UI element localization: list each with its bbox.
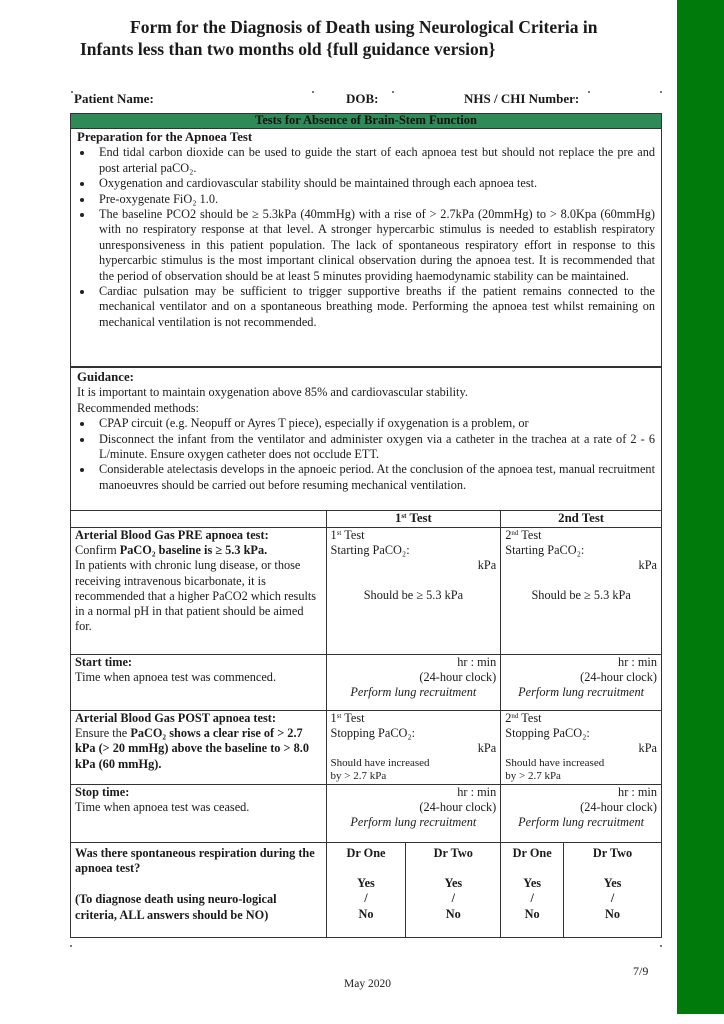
preparation-list xyxy=(71,145,661,330)
option-separator: / xyxy=(364,891,368,906)
section-header: Tests for Absence of Brain-Stem Function xyxy=(70,113,662,129)
start-time-title: Start time: xyxy=(75,655,133,669)
guidance-list xyxy=(71,416,661,493)
test1-dr-one-answer[interactable] xyxy=(326,843,406,938)
guidance-title: Guidance: xyxy=(77,370,134,384)
no-option[interactable]: No xyxy=(445,906,461,921)
post-abg-test1-input[interactable] xyxy=(326,711,501,785)
test1-label: 1st Test xyxy=(330,528,365,542)
header-first-test: 1st Test xyxy=(326,511,501,528)
test2-label: 2nd Test xyxy=(505,711,542,725)
option-separator: / xyxy=(530,891,534,906)
starting-paco2-label: Starting PaCO₂: xyxy=(330,543,410,558)
lung-recruitment-note: Perform lung recruitment xyxy=(350,815,477,830)
preparation-title: Preparation for the Apnoea Test xyxy=(77,130,253,144)
test2-label: 2nd Test xyxy=(505,528,542,542)
list-item: Pre-oxygenate FiO₂ 1.0. xyxy=(71,192,661,207)
hr-min-label: hr : min xyxy=(457,785,497,799)
lung-recruitment-note: Perform lung recruitment xyxy=(518,815,645,830)
hr-min-label: hr : min xyxy=(618,785,657,799)
yes-option[interactable]: Yes xyxy=(523,876,542,891)
clock-note: (24-hour clock) xyxy=(419,670,497,685)
unit-kpa: kPa xyxy=(638,741,657,756)
stopping-paco2-label: Stopping PaCO₂: xyxy=(505,726,590,741)
test1-dr-two-answer[interactable] xyxy=(406,843,501,938)
green-side-band xyxy=(677,0,724,1014)
field-dot xyxy=(588,91,590,93)
option-separator: / xyxy=(451,891,456,906)
dr-one-label: Dr One xyxy=(346,846,386,860)
yes-option[interactable]: Yes xyxy=(444,876,463,891)
page-title xyxy=(80,16,640,60)
respiration-note: (To diagnose death using neuro-logical criteria, ALL answers should be NO) xyxy=(75,892,277,922)
field-dot xyxy=(312,91,314,93)
preparation-section xyxy=(70,129,662,368)
dob-label[interactable]: DOB: xyxy=(346,91,379,106)
pre-abg-test2-input[interactable] xyxy=(501,528,662,655)
guidance-section xyxy=(70,366,662,511)
table-row-stop-time xyxy=(71,785,662,843)
list-item: The baseline PCO2 should be ≥ 5.3kPa (40mmHg) with a rise of > 2.7kPa (20mmHg) to > 8.0Kpa (60mmHg) with no respiratory response at that level. A stronger hypercarbic stimulus is needed to establish respiratory unresponsiveness in this patient population. The lack of spontaneous respiratory effort in response to this hypercarbic stimulus is the most important clinical observation during the apnoea test. It is recommended that the period of observation should be at least 5 minutes providing haemodynamic stability can be maintained. xyxy=(71,207,661,284)
test2-dr-two-answer[interactable] xyxy=(564,843,662,938)
nhs-chi-number-label[interactable]: NHS / CHI Number: xyxy=(464,91,580,106)
respiration-question xyxy=(71,843,327,938)
guidance-methods-label: Recommended methods: xyxy=(77,400,199,415)
list-item: Oxygenation and cardiovascular stability should be maintained through each apnoea test. xyxy=(71,176,661,191)
hr-min-label: hr : min xyxy=(457,655,497,669)
no-option[interactable]: No xyxy=(524,906,540,921)
increase-note-2: by > 2.7 kPa xyxy=(505,769,561,782)
start-time-test1-input[interactable] xyxy=(326,655,501,711)
list-item: CPAP circuit (e.g. Neopuff or Ayres T piece), especially if oxygenation is a problem, or xyxy=(71,416,661,431)
list-item: Cardiac pulsation may be sufficient to trigger supportive breaths if the patient remains connected to the mechanical ventilator and on a spontaneous breathing mode. Performing the apnoea test whilst remaining on mechanical ventilation is not recommended. xyxy=(71,284,661,330)
increase-note: Should have increased xyxy=(330,756,430,769)
post-abg-title: Arterial Blood Gas POST apnoea test: xyxy=(75,711,276,725)
unit-kpa: kPa xyxy=(477,741,497,756)
table-row-spontaneous-respiration xyxy=(71,843,662,938)
yes-option[interactable]: Yes xyxy=(603,876,622,891)
option-separator: / xyxy=(610,891,615,906)
stopping-paco2-label: Stopping PaCO₂: xyxy=(330,726,416,741)
title-line-1: Form for the Diagnosis of Death using Neurological Criteria in xyxy=(130,17,598,37)
patient-info-row xyxy=(72,91,662,109)
apnoea-test-table xyxy=(70,510,662,938)
field-dot xyxy=(392,91,394,93)
field-dot xyxy=(660,91,662,93)
start-time-test2-input[interactable] xyxy=(501,655,662,711)
header-second-test: 2nd Test xyxy=(501,511,662,528)
stop-time-title: Stop time: xyxy=(75,785,130,799)
threshold-note: Should be ≥ 5.3 kPa xyxy=(363,587,464,602)
clock-note: (24-hour clock) xyxy=(580,800,657,815)
pre-abg-test1-input[interactable] xyxy=(326,528,501,655)
table-row-start-time xyxy=(71,655,662,711)
title-line-2: Infants less than two months old {full guidance version} xyxy=(80,39,496,59)
dr-two-label: Dr Two xyxy=(592,846,633,860)
dr-one-label: Dr One xyxy=(512,846,552,860)
stop-time-desc: Time when apnoea test was ceased. xyxy=(75,800,250,815)
respiration-question-text: Was there spontaneous respiration during the apnoea test? xyxy=(75,846,315,876)
threshold-note: Should be ≥ 5.3 kPa xyxy=(531,587,631,602)
dr-two-label: Dr Two xyxy=(433,846,473,860)
test2-dr-one-answer[interactable] xyxy=(501,843,564,938)
start-time-desc: Time when apnoea test was commenced. xyxy=(75,670,277,685)
test1-label: 1st Test xyxy=(330,711,365,725)
list-item: Disconnect the infant from the ventilator and administer oxygen via a catheter in the trachea at a rate of 2 - 6 L/minute. Ensure oxygen catheter does not occlude ETT. xyxy=(71,432,661,463)
patient-name-label[interactable]: Patient Name: xyxy=(74,91,154,106)
guidance-intro: It is important to maintain oxygenation above 85% and cardiovascular stability. xyxy=(77,385,468,400)
stop-time-description xyxy=(71,785,327,843)
lung-recruitment-note: Perform lung recruitment xyxy=(350,685,477,700)
stop-time-test1-input[interactable] xyxy=(326,785,501,843)
table-header-row xyxy=(71,511,662,528)
table-row-pre-abg xyxy=(71,528,662,655)
pre-abg-title: Arterial Blood Gas PRE apnoea test: xyxy=(75,528,269,542)
clock-note: (24-hour clock) xyxy=(580,670,657,685)
footer-date: May 2020 xyxy=(344,978,391,990)
post-abg-ensure: Ensure the PaCO₂ shows a clear rise of > 2.7 kPa (> 20 mmHg) above the baseline to > 8.0 kPa (60 mmHg). xyxy=(75,726,309,771)
empty-header-cell xyxy=(71,511,327,528)
unit-kpa: kPa xyxy=(638,558,657,573)
field-dot xyxy=(71,91,73,93)
page-number: 7/9 xyxy=(633,964,649,978)
stop-time-test2-input[interactable] xyxy=(501,785,662,843)
yes-option[interactable]: Yes xyxy=(357,876,375,891)
page-mark xyxy=(660,945,662,947)
lung-recruitment-note: Perform lung recruitment xyxy=(518,685,645,700)
increase-note: Should have increased xyxy=(505,756,605,769)
clock-note: (24-hour clock) xyxy=(419,800,497,815)
unit-kpa: kPa xyxy=(477,558,497,573)
start-time-description xyxy=(71,655,327,711)
hr-min-label: hr : min xyxy=(618,655,657,669)
increase-note-2: by > 2.7 kPa xyxy=(330,769,387,782)
starting-paco2-label: Starting PaCO₂: xyxy=(505,543,585,558)
list-item: End tidal carbon dioxide can be used to guide the start of each apnoea test but should not replace the pre and post arterial paCO₂. xyxy=(71,145,661,176)
no-option[interactable]: No xyxy=(358,906,374,921)
pre-abg-note: In patients with chronic lung disease, or those receiving intravenous bicarbonate, it is recommended that a higher PaCO2 which results in a normal pH in that patient should be aimed for. xyxy=(75,558,317,634)
list-item: Considerable atelectasis develops in the apnoeic period. At the conclusion of the apnoea test, manual recruitment manoeuvres should be carried out before resuming mechanical ventilation. xyxy=(71,462,661,493)
pre-abg-description xyxy=(71,528,327,655)
no-option[interactable]: No xyxy=(605,906,621,921)
post-abg-test2-input[interactable] xyxy=(501,711,662,785)
post-abg-description xyxy=(71,711,327,785)
pre-abg-confirm: Confirm PaCO₂ baseline is ≥ 5.3 kPa. xyxy=(75,543,268,558)
page-mark xyxy=(70,945,72,947)
table-row-post-abg xyxy=(71,711,662,785)
